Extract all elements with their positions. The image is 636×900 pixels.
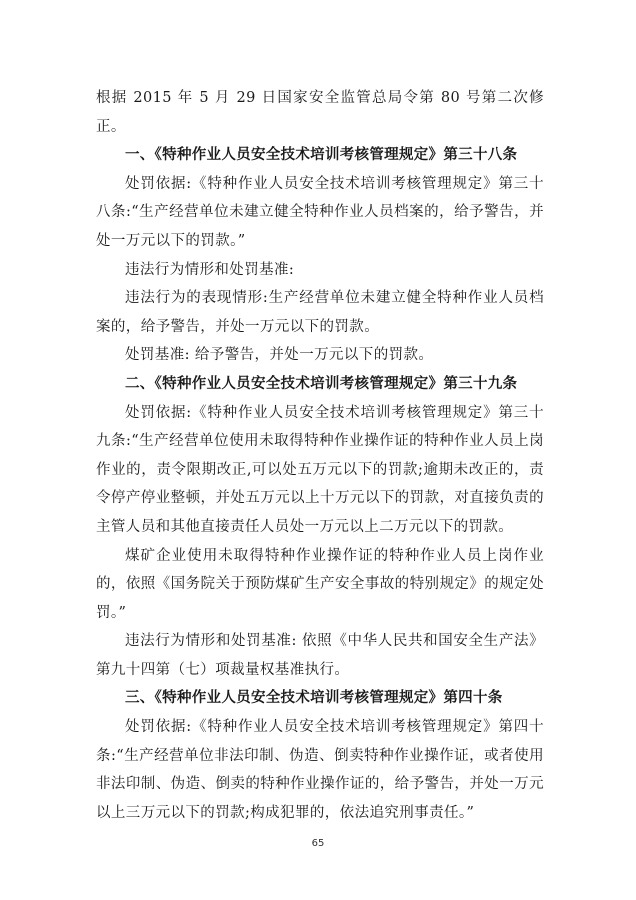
paragraph-basis-38: 处罚依据:《特种作业人员安全技术培训考核管理规定》第三十八条:“生产经营单位未建立健全特种作业人员档案的，给予警告，并处一万元以下的罚款。” [96,175,544,249]
paragraph-violation-38: 违法行为的表现情形:生产经营单位未建立健全特种作业人员档案的，给予警告，并处一万元以下的罚款。 [96,290,544,335]
paragraph-basis-39: 处罚依据:《特种作业人员安全技术培训考核管理规定》第三十九条:“生产经营单位使用未取得特种作业操作证的特种作业人员上岗作业的，责令限期改正,可以处五万元以下的罚款;逾期未改正的，责令停产停业整顿，并处五万元以上十万元以下的罚款，对直接负责的主管人员和其他直接责任人员处一万元以上二万元以下的罚款。 [96,404,544,535]
paragraph-coal-mine-39: 煤矿企业使用未取得特种作业操作证的特种作业人员上岗作业的，依照《国务院关于预防煤矿生产安全事故的特别规定》的规定处罚。” [96,547,544,621]
paragraph-criteria-39: 违法行为情形和处罚基准: 依照《中华人民共和国安全生产法》第九十四第（七）项裁量权基准执行。 [96,633,544,678]
paragraph-criteria-label-38: 违法行为情形和处罚基准: [125,261,295,278]
page-number: 65 [311,838,325,849]
document-body [96,84,544,827]
paragraph-basis-40: 处罚依据:《特种作业人员安全技术培训考核管理规定》第四十条:“生产经营单位非法印制、伪造、倒卖特种作业操作证，或者使用非法印制、伪造、倒卖的特种作业操作证的，给予警告，并处一万元以上三万元以下的罚款;构成犯罪的，依法追究刑事责任。” [96,719,544,821]
heading-article-39: 二、《特种作业人员安全技术培训考核管理规定》第三十九条 [125,375,518,392]
heading-article-38: 一、《特种作业人员安全技术培训考核管理规定》第三十八条 [125,147,518,164]
paragraph-amendment-note: 根据 2015 年 5 月 29 日国家安全监管总局令第 80 号第二次修正。 [96,90,544,135]
heading-article-40: 三、《特种作业人员安全技术培训考核管理规定》第四十条 [125,690,503,707]
paragraph-penalty-38: 处罚基准: 给予警告，并处一万元以下的罚款。 [125,347,434,364]
